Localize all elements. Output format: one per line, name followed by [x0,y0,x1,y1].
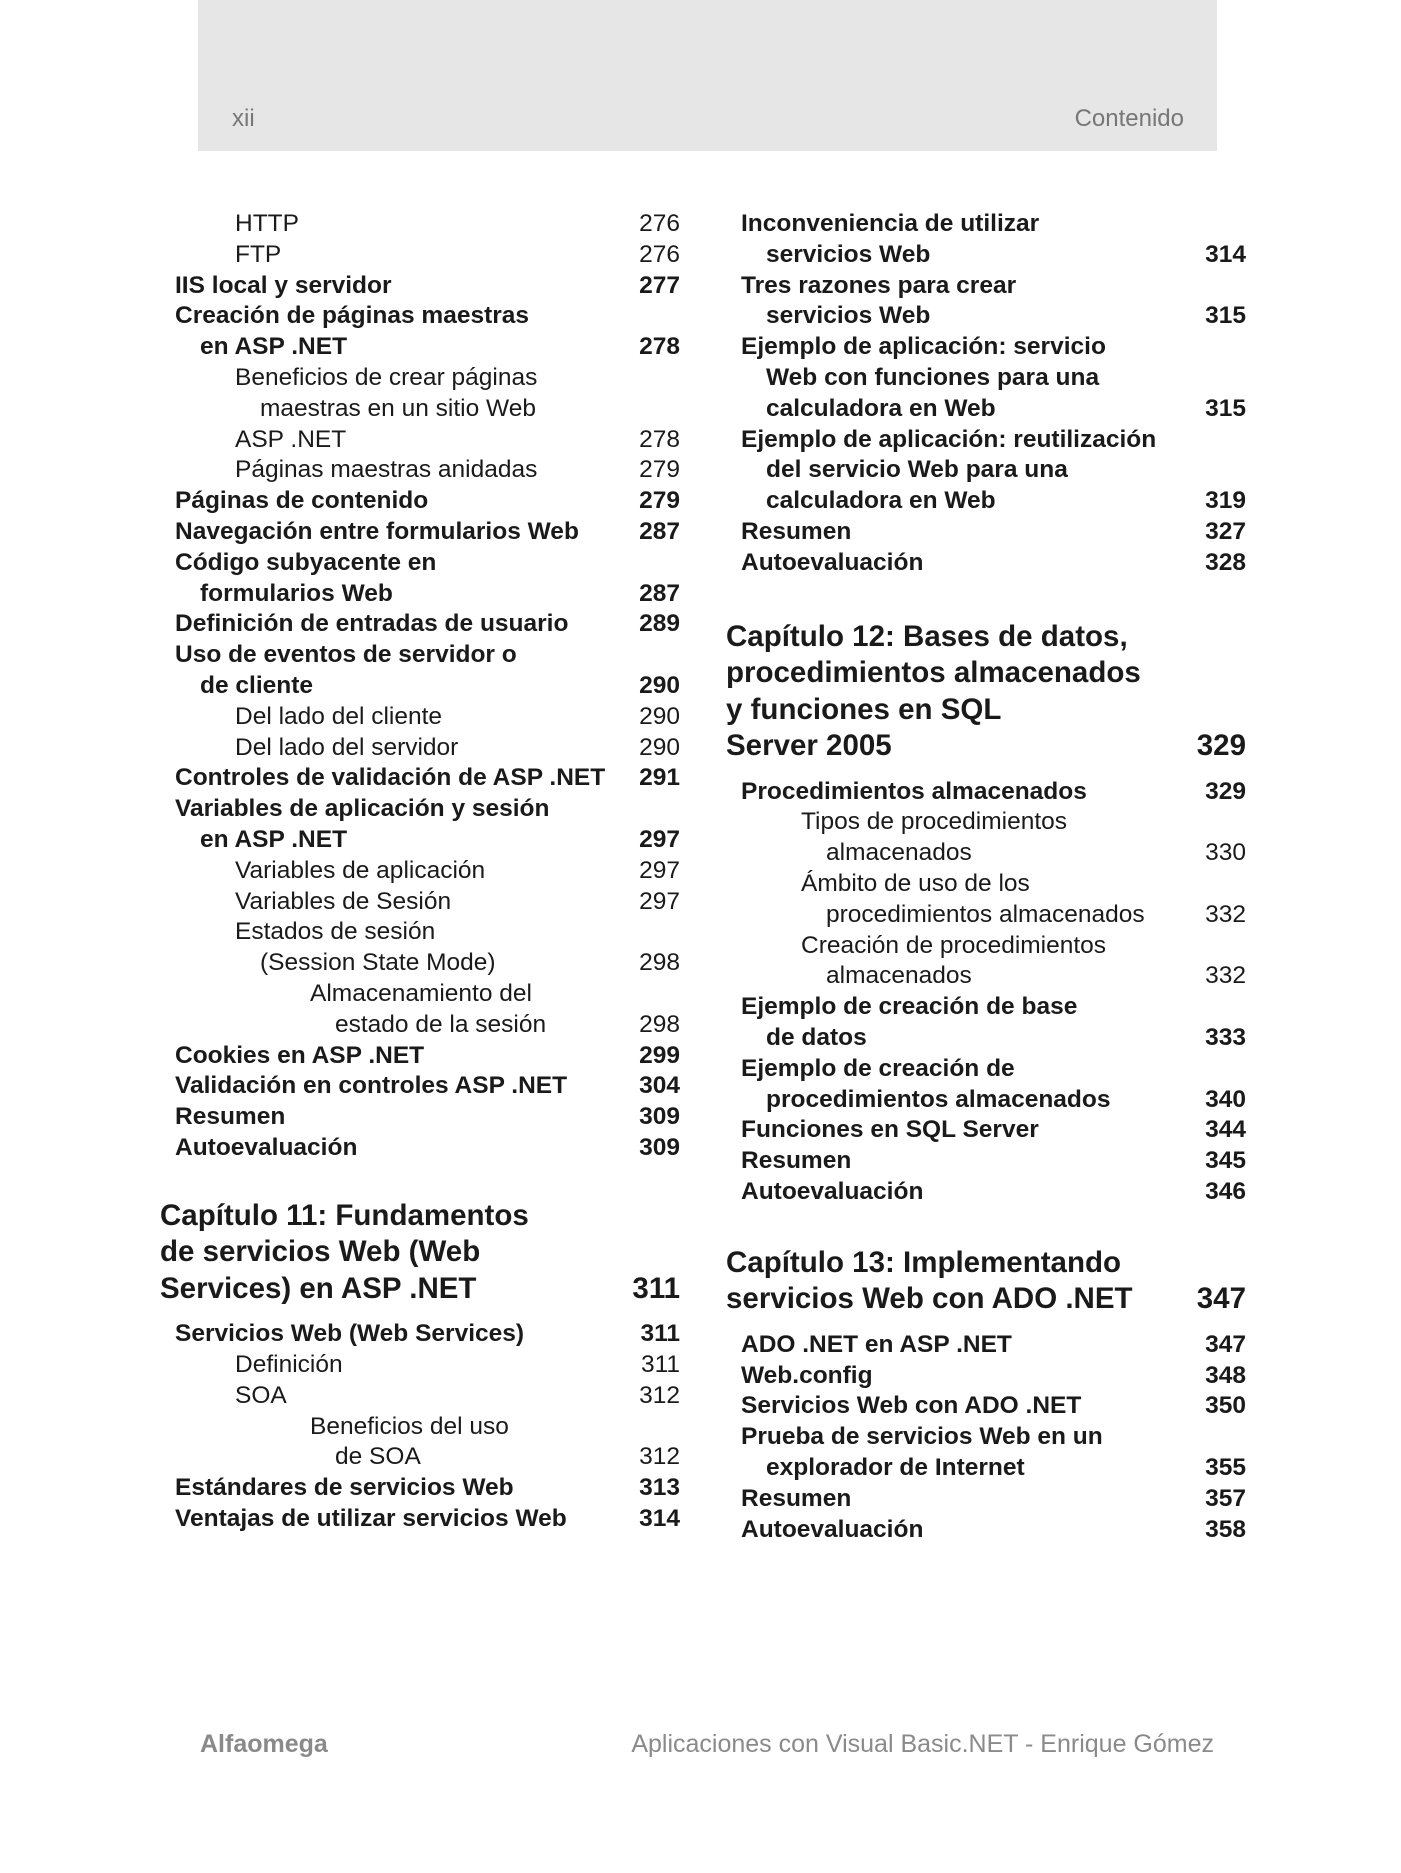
toc-entry-page: 309 [639,1133,680,1161]
running-header: Contenido [1074,105,1184,132]
toc-entry [160,856,680,887]
toc-entry-title: Uso de eventos de servidor o [175,641,517,669]
chapter-title-line: Capítulo 11: Fundamentos [160,1198,529,1232]
toc-entry-title: Definición de entradas de usuario [175,610,569,638]
toc-entry [726,1146,1246,1177]
toc-entry [726,209,1246,240]
toc-entry [160,579,680,610]
toc-entry [726,1177,1246,1208]
toc-entry [160,671,680,702]
toc-entry-title: Autoevaluación [741,548,924,576]
toc-entry-title: Servicios Web (Web Services) [175,1320,525,1348]
toc-entry-title: Autoevaluación [741,1515,924,1543]
toc-entry-page: 347 [1205,1330,1246,1358]
toc-entry-page: 330 [1205,839,1246,867]
toc-entry-title: SOA [235,1381,287,1409]
toc-entry-page: 332 [1205,900,1246,928]
toc-entry-title: Controles de validación de ASP .NET [175,764,606,792]
toc-entry [160,332,680,363]
toc-entry-page: 278 [639,425,680,453]
chapter-page: 329 [1196,729,1246,763]
toc-entry [726,301,1246,332]
chapter-title-line: Services) en ASP .NET [160,1271,477,1305]
toc-entry [726,363,1246,394]
chapter-13-heading [726,1245,1246,1318]
toc-entry-title: de cliente [200,671,314,699]
toc-entry-title: formularios Web [200,579,393,607]
toc-entry [160,794,680,825]
toc-entry-page: 277 [639,271,680,299]
toc-entry [160,733,680,764]
toc-entry-page: 315 [1205,394,1246,422]
toc-entry [726,425,1246,456]
toc-entry-title: Variables de aplicación [235,856,486,884]
toc-entry-title: calculadora en Web [766,394,996,422]
toc-right-column [726,209,1246,1545]
toc-entry-page: 312 [639,1381,680,1409]
chapter-page: 311 [632,1271,680,1305]
toc-entry-title: Procedimientos almacenados [741,777,1087,805]
toc-entry [160,486,680,517]
page-header-band [198,0,1217,151]
toc-entry [160,517,680,548]
toc-entry-title: Tipos de procedimientos [801,808,1068,836]
toc-entry-page: 298 [639,949,680,977]
toc-entry [160,609,680,640]
toc-entry-page: 311 [640,1320,680,1348]
toc-entry-page: 278 [639,333,680,361]
toc-entry-page: 290 [639,733,680,761]
toc-entry [726,486,1246,517]
toc-entry-title: (Session State Mode) [260,949,496,977]
toc-entry-title: servicios Web [766,302,931,330]
toc-entry-page: 287 [639,579,680,607]
toc-entry [726,1361,1246,1392]
toc-entry-page: 358 [1205,1515,1246,1543]
toc-entry-page: 297 [639,825,680,853]
toc-entry-title: servicios Web [766,240,931,268]
toc-entry-page: 291 [639,764,680,792]
chapter-title-line: Capítulo 13: Implementando [726,1245,1122,1279]
toc-entry [160,363,680,394]
toc-entry [160,702,680,733]
toc-entry [726,838,1246,869]
toc-entry-title: Ejemplo de creación de base [741,993,1078,1021]
toc-entry-title: Prueba de servicios Web en un [741,1423,1103,1451]
toc-entry-page: 276 [639,210,680,237]
toc-entry-title: procedimientos almacenados [826,900,1145,928]
toc-entry-page: 309 [639,1103,680,1131]
toc-entry-title: Ejemplo de aplicación: reutilización [741,425,1157,453]
toc-entry-title: Creación de páginas maestras [175,302,530,330]
toc-entry-page: 315 [1205,302,1246,330]
toc-entry [160,1319,680,1350]
toc-entry [726,1054,1246,1085]
toc-left-column [160,209,680,1535]
toc-entry-title: Del lado del servidor [235,733,459,761]
toc-entry [726,992,1246,1023]
toc-entry-page: 333 [1205,1023,1246,1051]
toc-entry-page: 346 [1205,1177,1246,1205]
toc-entry [726,1515,1246,1546]
toc-list-chapter12 [726,777,1246,1208]
toc-entry [160,1071,680,1102]
toc-entry-title: Resumen [175,1103,286,1131]
toc-entry-title: Definición [235,1351,343,1378]
toc-entry-title: estado de la sesión [335,1010,547,1038]
chapter-title-line: Server 2005 [726,729,892,763]
toc-entry-page: 319 [1205,487,1246,515]
toc-entry [726,869,1246,900]
toc-entry [160,1412,680,1443]
toc-entry-page: 313 [639,1474,680,1502]
toc-entry-title: maestras en un sitio Web [260,394,536,422]
toc-entry-title: almacenados [826,962,972,990]
toc-entry-page: 357 [1205,1484,1246,1512]
chapter-title-line: procedimientos almacenados [726,656,1141,690]
toc-entry [160,1442,680,1473]
toc-list-chapter13 [726,1330,1246,1546]
toc-entry [160,887,680,918]
toc-entry [160,548,680,579]
page-number: xii [232,105,255,132]
toc-entry-title: Cookies en ASP .NET [175,1041,425,1069]
toc-entry-page: 344 [1205,1116,1246,1144]
toc-entry [160,1350,680,1381]
toc-entry [160,640,680,671]
toc-entry-title: FTP [235,240,282,268]
toc-entry [160,1381,680,1412]
toc-entry-title: de datos [766,1023,867,1051]
toc-entry [726,1484,1246,1515]
chapter-title-line: servicios Web con ADO .NET [726,1282,1133,1316]
toc-entry-page: 287 [639,517,680,545]
toc-entry-page: 290 [639,702,680,730]
toc-list-chapter11 [160,1319,680,1535]
publisher-name: Alfaomega [200,1730,328,1758]
toc-entry-title: IIS local y servidor [175,271,392,299]
toc-entry-title: Estándares de servicios Web [175,1474,514,1502]
toc-entry-title: Beneficios del uso [310,1412,509,1440]
toc-entry-title: Ventajas de utilizar servicios Web [175,1504,567,1532]
toc-entry [160,1102,680,1133]
toc-entry [726,394,1246,425]
toc-entry [160,1133,680,1164]
toc-entry [160,1504,680,1535]
toc-entry-title: calculadora en Web [766,487,996,515]
toc-entry-title: Autoevaluación [741,1177,924,1205]
toc-entry-page: 299 [639,1041,680,1069]
toc-entry-page: 345 [1205,1147,1246,1175]
toc-entry [726,931,1246,962]
toc-entry-title: ASP .NET [235,425,347,453]
toc-entry-title: Funciones en SQL Server [741,1116,1039,1144]
toc-list-chapter10-cont [160,209,680,1164]
toc-entry [160,979,680,1010]
toc-entry-title: Del lado del cliente [235,702,443,730]
toc-entry-page: 276 [639,240,680,268]
toc-entry-title: Web con funciones para una [766,363,1100,391]
toc-entry [726,548,1246,579]
chapter-12-heading [726,619,1246,765]
toc-entry-title: Resumen [741,517,852,545]
toc-entry [726,777,1246,808]
toc-entry-title: HTTP [235,210,299,237]
chapter-title-line: y funciones en SQL [726,692,1002,726]
toc-entry [726,1422,1246,1453]
toc-entry [726,332,1246,363]
chapter-11-heading [160,1198,680,1308]
toc-entry-page: 297 [639,856,680,884]
book-title: Aplicaciones con Visual Basic.NET - Enrique Gómez [631,1730,1214,1758]
toc-entry-title: Beneficios de crear páginas [235,363,538,391]
toc-entry-page: 329 [1205,777,1246,805]
toc-entry-title: en ASP .NET [200,825,348,853]
toc-entry-title: Servicios Web con ADO .NET [741,1392,1082,1420]
toc-entry [726,1453,1246,1484]
toc-entry [160,425,680,456]
toc-entry-title: Variables de Sesión [235,887,452,915]
toc-entry [726,961,1246,992]
toc-entry [160,1473,680,1504]
toc-entry-page: 328 [1205,548,1246,576]
toc-entry [726,517,1246,548]
toc-entry-title: Código subyacente en [175,548,437,576]
chapter-title-line: de servicios Web (Web [160,1235,481,1269]
toc-entry-page: 290 [639,671,680,699]
toc-entry [160,948,680,979]
toc-entry-page: 279 [639,456,680,484]
toc-entry-title: de SOA [335,1443,421,1471]
toc-entry-title: ADO .NET en ASP .NET [741,1330,1012,1358]
toc-entry-title: Validación en controles ASP .NET [175,1072,568,1100]
toc-entry-page: 327 [1205,517,1246,545]
chapter-title-line: Capítulo 12: Bases de datos, [726,619,1128,653]
toc-entry-title: almacenados [826,839,972,867]
toc-entry [160,825,680,856]
toc-entry-title: Ejemplo de aplicación: servicio [741,333,1106,361]
toc-entry [160,455,680,486]
toc-entry [160,301,680,332]
toc-entry [726,240,1246,271]
toc-entry-title: Resumen [741,1484,852,1512]
toc-entry [726,807,1246,838]
toc-entry-page: 350 [1205,1392,1246,1420]
toc-entry-page: 348 [1205,1361,1246,1389]
toc-entry-title: del servicio Web para una [766,456,1068,484]
toc-entry [726,1330,1246,1361]
toc-entry [160,1041,680,1072]
toc-entry [726,455,1246,486]
toc-entry [726,1085,1246,1116]
toc-entry-page: 355 [1205,1453,1246,1481]
toc-entry-title: procedimientos almacenados [766,1085,1111,1113]
toc-entry-page: 279 [639,487,680,515]
toc-entry-title: en ASP .NET [200,333,348,361]
toc-entry [726,1391,1246,1422]
toc-entry [160,271,680,302]
toc-entry [726,900,1246,931]
toc-entry [726,271,1246,302]
toc-entry-title: Ejemplo de creación de [741,1054,1015,1082]
toc-entry [160,1010,680,1041]
toc-entry [160,763,680,794]
toc-entry-page: 298 [639,1010,680,1038]
toc-entry-page: 332 [1205,962,1246,990]
toc-list-chapter11-cont [726,209,1246,579]
toc-entry-title: Inconveniencia de utilizar [741,210,1040,237]
toc-entry-title: Almacenamiento del [310,979,532,1007]
toc-entry-page: 289 [639,610,680,638]
chapter-page: 347 [1196,1282,1246,1316]
toc-entry-title: Creación de procedimientos [801,931,1107,959]
toc-entry-page: 311 [640,1351,680,1378]
toc-entry-title: Tres razones para crear [741,271,1017,299]
toc-entry-page: 314 [639,1504,680,1532]
toc-entry-page: 297 [639,887,680,915]
toc-entry [160,240,680,271]
toc-entry [726,1115,1246,1146]
toc-entry-page: 314 [1205,240,1246,268]
toc-entry [160,209,680,240]
toc-entry-page: 312 [639,1443,680,1471]
toc-entry [726,1023,1246,1054]
toc-entry-title: Variables de aplicación y sesión [175,795,550,823]
toc-entry [160,394,680,425]
toc-entry-title: Estados de sesión [235,918,436,946]
toc-entry-title: Resumen [741,1147,852,1175]
toc-entry-title: Páginas maestras anidadas [235,456,538,484]
toc-entry-title: Navegación entre formularios Web [175,517,579,545]
toc-entry-page: 340 [1205,1085,1246,1113]
toc-entry [160,917,680,948]
toc-entry-title: Ámbito de uso de los [801,869,1030,897]
toc-entry-title: Páginas de contenido [175,487,429,515]
toc-entry-title: explorador de Internet [766,1453,1025,1481]
toc-entry-page: 304 [639,1072,680,1100]
toc-entry-title: Web.config [741,1361,873,1389]
toc-entry-title: Autoevaluación [175,1133,358,1161]
